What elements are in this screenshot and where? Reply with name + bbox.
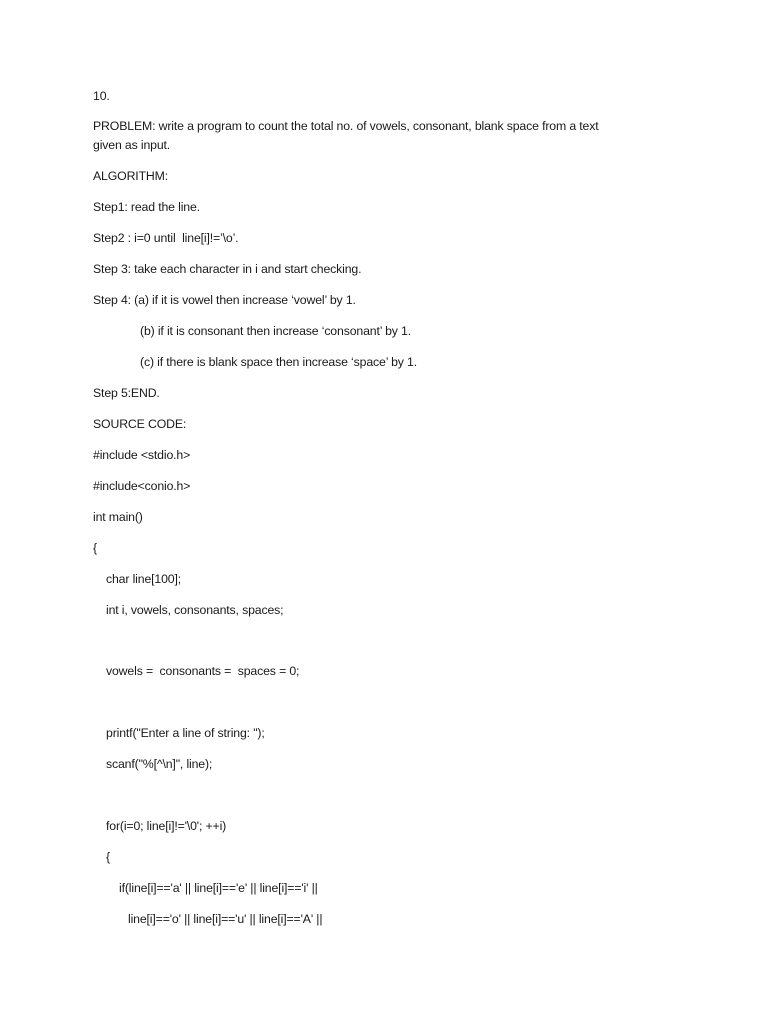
code-line: int main() bbox=[93, 510, 143, 524]
problem-number: 10. bbox=[93, 89, 110, 103]
code-line: char line[100]; bbox=[106, 572, 181, 586]
algorithm-step: Step1: read the line. bbox=[93, 200, 200, 214]
code-line: { bbox=[93, 541, 97, 555]
code-line: int i, vowels, consonants, spaces; bbox=[106, 603, 284, 617]
code-line: line[i]=='o' || line[i]=='u' || line[i]=='A' || bbox=[128, 912, 323, 926]
algorithm-step: Step 3: take each character in i and start checking. bbox=[93, 262, 362, 276]
code-line: printf("Enter a line of string: "); bbox=[106, 726, 265, 740]
code-line: if(line[i]=='a' || line[i]=='e' || line[i]=='i' || bbox=[119, 881, 318, 895]
code-line: { bbox=[106, 850, 110, 864]
code-line: scanf("%[^\n]", line); bbox=[106, 757, 213, 771]
problem-statement-line2: given as input. bbox=[93, 138, 171, 152]
algorithm-step: Step2 : i=0 until line[i]!=’\o’. bbox=[93, 231, 239, 245]
code-line: #include <stdio.h> bbox=[93, 448, 191, 462]
algorithm-step: Step 5:END. bbox=[93, 386, 160, 400]
source-code-heading: SOURCE CODE: bbox=[93, 417, 187, 431]
problem-statement-line1: PROBLEM: write a program to count the total no. of vowels, consonant, blank space from a text bbox=[93, 119, 599, 133]
algorithm-substep: (c) if there is blank space then increase ‘space’ by 1. bbox=[140, 355, 417, 369]
code-line: #include<conio.h> bbox=[93, 479, 191, 493]
algorithm-step: Step 4: (a) if it is vowel then increase ‘vowel’ by 1. bbox=[93, 293, 356, 307]
code-line: for(i=0; line[i]!='\0'; ++i) bbox=[106, 819, 227, 833]
algorithm-heading: ALGORITHM: bbox=[93, 169, 169, 183]
algorithm-substep: (b) if it is consonant then increase ‘consonant’ by 1. bbox=[140, 324, 412, 338]
code-line: vowels = consonants = spaces = 0; bbox=[106, 664, 300, 678]
